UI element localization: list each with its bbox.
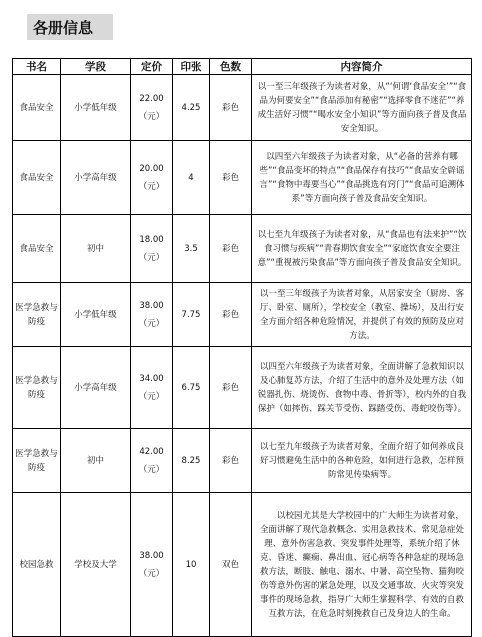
col-header-stage: 学段 <box>61 59 131 75</box>
table-row <box>13 141 472 215</box>
book-name: 医学急救与防疫 <box>13 347 61 429</box>
section-title-box <box>27 14 113 40</box>
price-value: 20.00 <box>139 163 164 174</box>
book-color: 彩色 <box>210 141 252 215</box>
book-price <box>131 429 173 493</box>
book-stage: 小学高年级 <box>61 347 131 429</box>
table-row <box>13 215 472 283</box>
price-unit: （元） <box>138 111 165 122</box>
book-price <box>131 493 173 637</box>
section-title: 各册信息 <box>33 19 94 37</box>
book-stage: 学校及大学 <box>61 493 131 637</box>
book-stage: 小学高年级 <box>61 141 131 215</box>
book-color: 彩色 <box>210 75 252 141</box>
book-sheets: 6.75 <box>173 347 210 429</box>
table-row <box>13 347 472 429</box>
book-stage: 小学低年级 <box>61 75 131 141</box>
price-value: 22.00 <box>139 93 164 104</box>
col-header-name: 书名 <box>13 59 61 75</box>
book-intro: 以四至六年级孩子为读者对象，全面讲解了急救知识以及心肺复苏方法，介绍了生活中的意外及处理方法（如锐器扎伤、烧烫伤、食物中毒、骨折等），校内外的自我保护（如摔伤、踩关节受伤、踩踏受伤、毒蛇咬伤等）。 <box>252 347 472 429</box>
book-color: 彩色 <box>210 215 252 283</box>
price-unit: （元） <box>138 464 165 475</box>
price-unit: （元） <box>138 568 165 579</box>
price-unit: （元） <box>138 181 165 192</box>
book-name: 校园急救 <box>13 493 61 637</box>
book-name: 食品安全 <box>13 75 61 141</box>
book-sheets: 4.25 <box>173 75 210 141</box>
book-sheets: 3.5 <box>173 215 210 283</box>
col-header-intro: 内容简介 <box>252 59 472 75</box>
book-sheets: 10 <box>173 493 210 637</box>
book-name: 食品安全 <box>13 141 61 215</box>
col-header-color: 色数 <box>210 59 252 75</box>
col-header-price: 定价 <box>131 59 173 75</box>
book-intro: 以七至九年级孩子为读者对象，全面介绍了如何养成良好习惯避免生活中的各种危险，如何进行急救，怎样预防常见传染病等。 <box>252 429 472 493</box>
book-stage: 小学低年级 <box>61 283 131 347</box>
book-color: 双色 <box>210 493 252 637</box>
book-price <box>131 283 173 347</box>
price-value: 18.00 <box>139 234 164 245</box>
book-name: 医学急救与防疫 <box>13 283 61 347</box>
book-stage: 初中 <box>61 429 131 493</box>
table-row <box>13 493 472 637</box>
book-price <box>131 347 173 429</box>
price-unit: （元） <box>138 391 165 402</box>
book-color: 彩色 <box>210 283 252 347</box>
book-color: 彩色 <box>210 347 252 429</box>
book-color: 彩色 <box>210 429 252 493</box>
price-value: 38.00 <box>139 300 164 311</box>
book-sheets: 7.75 <box>173 283 210 347</box>
table-header-row <box>13 59 472 75</box>
book-intro: 以四至六年级孩子为读者对象，从“必备的营养有哪些”“食品变坏的特点”“食品保存有技巧”“食品安全辟谣言”“食物中毒要当心”“食品挑选有窍门”“食品可追溯体系”等方面向孩子普及食品安全知识。 <box>252 141 472 215</box>
book-sheets: 4 <box>173 141 210 215</box>
price-value: 38.00 <box>139 550 164 561</box>
price-value: 34.00 <box>139 373 164 384</box>
book-price <box>131 141 173 215</box>
book-sheets: 8.25 <box>173 429 210 493</box>
table-row <box>13 283 472 347</box>
book-info-table <box>12 58 472 637</box>
table-row <box>13 429 472 493</box>
price-unit: （元） <box>138 318 165 329</box>
book-intro: 以一至三年级孩子为读者对象，从居家安全（厨房、客厅、卧室、厕所），学校安全（教室、操场），及出行安全方面介绍各种危险情况，并提供了有效的预防及应对方法。 <box>252 283 472 347</box>
book-intro: 以七至九年级孩子为读者对象，从“食品也有法来护”“饮食习惯与疾病”“青春期饮食安全”“家庭饮食安全要注意”“重视被污染食品”等方面向孩子普及食品安全知识。 <box>252 215 472 283</box>
table-row <box>13 75 472 141</box>
price-value: 42.00 <box>139 446 164 457</box>
book-price <box>131 215 173 283</box>
book-name: 食品安全 <box>13 215 61 283</box>
book-stage: 初中 <box>61 215 131 283</box>
book-name: 医学急救与防疫 <box>13 429 61 493</box>
book-price <box>131 75 173 141</box>
book-intro: 以一至三年级孩子为读者对象，从“‘何谓‘食品安全’”“食品为何要安全”“食品添加有秘密”“选择零食不迷茫”“养成生活好习惯”“喝水安全小知识”等方面向孩子普及食品安全知识。 <box>252 75 472 141</box>
price-unit: （元） <box>138 252 165 263</box>
book-intro: 以校园尤其是大学校园中的广大师生为读者对象，全面讲解了现代急救概念、实用急救技术、常见急症处理、意外伤害急救、突发事件处理等，系统介绍了休克、昏迷、癫痫、鼻出血、冠心病等各种急症的现场急救方法，断肢、触电、溺水、中暑、高空坠物、猫狗咬伤等意外伤害的紧急处理，以及交通事故、火灾等突发事件的现场急救，指导广大师生掌握科学、有效的自救互救方法，在危急时刻挽救自己及身边人的生命。 <box>252 493 472 637</box>
col-header-sheets: 印张 <box>173 59 210 75</box>
